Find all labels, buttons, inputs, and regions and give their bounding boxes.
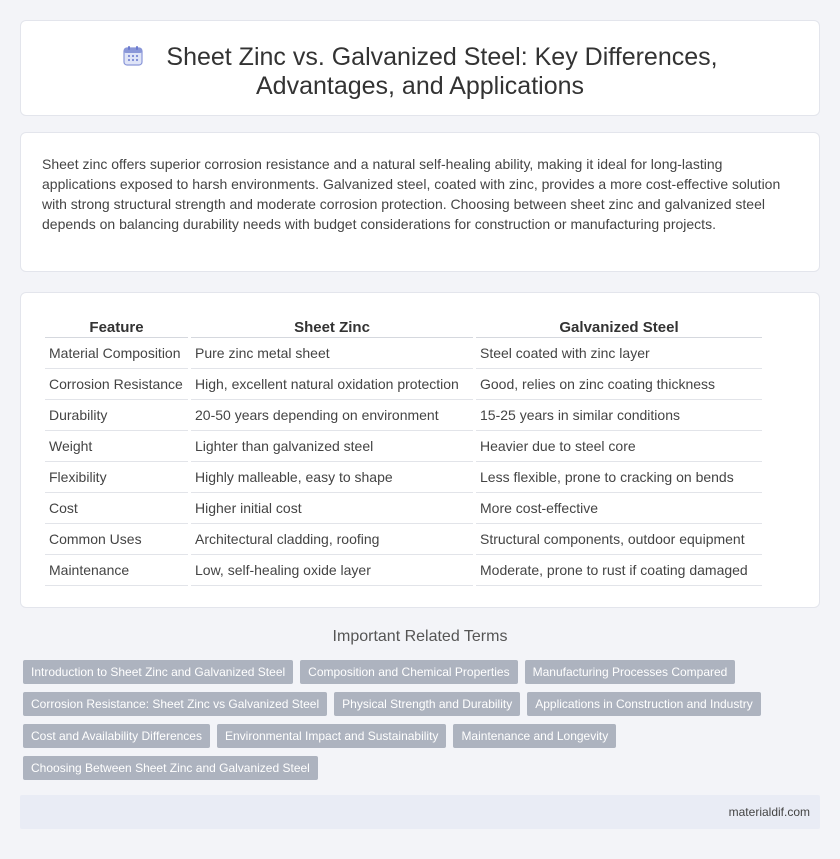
galvanized-steel-cell: Moderate, prone to rust if coating damaged	[476, 555, 762, 586]
footer-site-link[interactable]: materialdif.com	[728, 805, 810, 819]
galvanized-steel-cell: 15-25 years in similar conditions	[476, 400, 762, 431]
feature-cell: Material Composition	[45, 338, 188, 369]
sheet-zinc-cell: 20-50 years depending on environment	[191, 400, 473, 431]
related-term-tag[interactable]: Introduction to Sheet Zinc and Galvanized Steel	[23, 660, 293, 684]
related-term-tag[interactable]: Manufacturing Processes Compared	[525, 660, 736, 684]
sheet-zinc-cell: Architectural cladding, roofing	[191, 524, 473, 555]
sheet-zinc-cell: Highly malleable, easy to shape	[191, 462, 473, 493]
tag-row	[23, 692, 783, 716]
calendar-icon	[122, 45, 144, 67]
related-term-tag[interactable]: Corrosion Resistance: Sheet Zinc vs Galvanized Steel	[23, 692, 327, 716]
feature-cell: Maintenance	[45, 555, 188, 586]
comparison-table	[42, 313, 765, 586]
feature-cell: Common Uses	[45, 524, 188, 555]
sheet-zinc-cell: High, excellent natural oxidation protection	[191, 369, 473, 400]
intro-paragraph: Sheet zinc offers superior corrosion resistance and a natural self-healing ability, making it ideal for long-lasting applications exposed to harsh environments. Galvanized steel, coated with zinc, provides a more cost-effective solution with strong structural strength and moderate corrosion protection. Choosing between sheet zinc and galvanized steel depends on balancing durability needs with budget considerations for construction or manufacturing projects.	[42, 156, 781, 232]
page-title	[21, 43, 819, 101]
table-row	[45, 338, 762, 369]
table-row	[45, 400, 762, 431]
related-term-tag[interactable]: Maintenance and Longevity	[453, 724, 616, 748]
header-card	[20, 20, 820, 116]
page-title-text: Sheet Zinc vs. Galvanized Steel: Key Differences, Advantages, and Applications	[166, 43, 718, 100]
galvanized-steel-cell: Good, relies on zinc coating thickness	[476, 369, 762, 400]
related-terms-title: Important Related Terms	[332, 628, 508, 645]
table-row	[45, 462, 762, 493]
feature-cell: Flexibility	[45, 462, 188, 493]
table-row	[45, 524, 762, 555]
sheet-zinc-cell: Lighter than galvanized steel	[191, 431, 473, 462]
related-term-tag[interactable]: Choosing Between Sheet Zinc and Galvanized Steel	[23, 756, 318, 780]
table-row	[45, 369, 762, 400]
feature-cell: Cost	[45, 493, 188, 524]
galvanized-steel-cell: Heavier due to steel core	[476, 431, 762, 462]
table-header-row	[45, 313, 762, 338]
comparison-table-card	[20, 292, 820, 608]
feature-cell: Corrosion Resistance	[45, 369, 188, 400]
galvanized-steel-cell: More cost-effective	[476, 493, 762, 524]
footer	[20, 795, 820, 829]
table-row	[45, 555, 762, 586]
related-term-tag[interactable]: Applications in Construction and Industry	[527, 692, 760, 716]
galvanized-steel-cell: Less flexible, prone to cracking on bends	[476, 462, 762, 493]
galvanized-steel-cell: Structural components, outdoor equipment	[476, 524, 762, 555]
feature-cell: Weight	[45, 431, 188, 462]
galvanized-steel-cell: Steel coated with zinc layer	[476, 338, 762, 369]
tag-row	[23, 660, 783, 684]
feature-cell: Durability	[45, 400, 188, 431]
table-row	[45, 431, 762, 462]
tag-row	[23, 724, 783, 748]
related-term-tag[interactable]: Physical Strength and Durability	[334, 692, 520, 716]
sheet-zinc-cell: Pure zinc metal sheet	[191, 338, 473, 369]
sheet-zinc-cell: Higher initial cost	[191, 493, 473, 524]
sheet-zinc-cell: Low, self-healing oxide layer	[191, 555, 473, 586]
header-sheet-zinc: Sheet Zinc	[191, 313, 473, 338]
tag-row	[23, 756, 783, 780]
header-galvanized-steel: Galvanized Steel	[476, 313, 762, 338]
related-terms-list	[23, 660, 783, 788]
header-feature: Feature	[45, 313, 188, 338]
related-term-tag[interactable]: Composition and Chemical Properties	[300, 660, 517, 684]
related-term-tag[interactable]: Cost and Availability Differences	[23, 724, 210, 748]
table-row	[45, 493, 762, 524]
intro-card	[20, 132, 820, 272]
related-term-tag[interactable]: Environmental Impact and Sustainability	[217, 724, 446, 748]
